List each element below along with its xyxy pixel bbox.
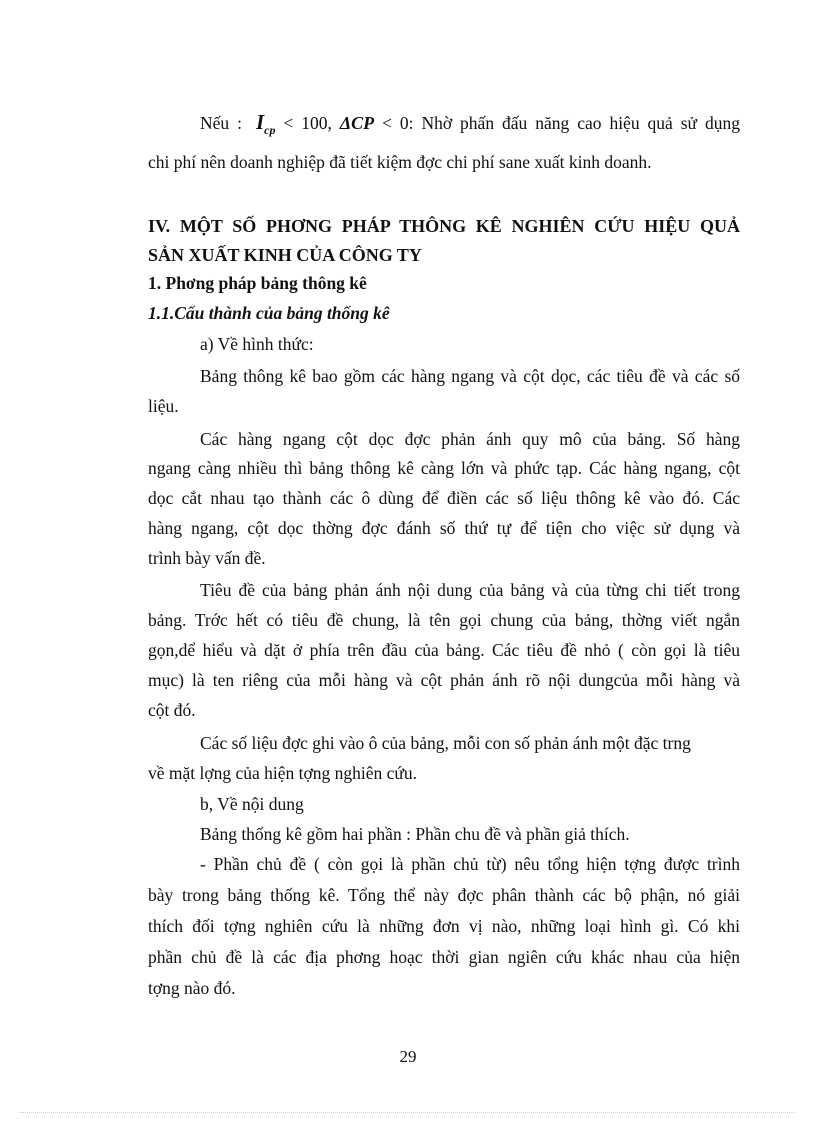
paragraph-6-line-1: - Phần chủ đề ( còn gọi là phần chủ từ) nêu tổng hiện tợng được trình <box>200 854 740 874</box>
paragraph-2-line-2: ngang càng nhiều thì bảng thông kê càng lớn và phức tạp. Các hàng ngang, cột <box>148 458 740 478</box>
formula-sub-cp: cp <box>264 123 276 137</box>
paragraph-6-line-5: tợng nào đó. <box>148 978 236 998</box>
subsubheading: 1.1.Cấu thành của bảng thống kê <box>148 303 390 323</box>
page-number: 29 <box>399 1047 417 1066</box>
paragraph-1-line-2: liệu. <box>148 396 179 416</box>
paragraph-6-line-3: thích đối tợng nghiên cứu là những đơn vị nào, những loại hình gì. Có khi <box>148 916 740 936</box>
formula-prefix: Nếu : <box>200 113 242 133</box>
paragraph-3-line-3: gọn,dể hiểu và dặt ở phía trên đầu của bảng. Các tiêu đề nhỏ ( còn gọi là tiêu <box>148 640 740 660</box>
form-label: a) Về hình thức: <box>200 334 314 354</box>
paragraph-6-line-4: phần chủ đề là các địa phơng hoạc thời gian ngiên cứu khác nhau của hiện <box>148 947 740 967</box>
formula-cond1: < 100, <box>283 113 332 133</box>
paragraph-3-line-5: cột đó. <box>148 700 196 720</box>
content-label: b, Về nội dung <box>200 794 304 814</box>
section-heading-line-1: IV. MỘT SỐ PHƠNG PHÁP THÔNG KÊ NGHIÊN CỨU HIỆU QUẢ <box>148 216 740 236</box>
paragraph-3-line-4: mục) là ten riêng của mỗi hàng và cột phản ánh rõ nội dungcủa mỗi hàng và <box>148 670 740 690</box>
paragraph-3-line-1: Tiêu đề của bảng phản ánh nội dung của bảng và của từng chi tiết trong <box>200 580 740 600</box>
formula-line-2: chi phí nên doanh nghiệp đã tiết kiệm đợc chi phí sane xuất kinh doanh. <box>148 152 652 172</box>
paragraph-2-line-5: trình bày vấn đề. <box>148 548 266 568</box>
paragraph-3-line-2: bảng. Trớc hết có tiêu đề chung, là tên gọi chung của bảng, thờng viết ngắn <box>148 610 740 630</box>
paragraph-2-line-4: hàng ngang, cột dọc thờng đợc đánh số thứ tự để tiện cho việc sử dụng và <box>148 518 740 538</box>
formula-line <box>200 110 740 137</box>
paragraph-6-line-2: bày trong bảng thống kê. Tổng thể này đợc phân thành các bộ phận, nó giải <box>148 885 740 905</box>
subheading: 1. Phơng pháp bảng thông kê <box>148 273 367 293</box>
paragraph-5-line-1: Bảng thống kê gồm hai phần : Phần chu đề và phần giả thích. <box>200 824 630 844</box>
formula-var-delta-cp: ΔCP <box>339 113 375 133</box>
paragraph-2-line-3: dọc cắt nhau tạo thành các ô dùng để điền các số liệu thông kê vào đó. Các <box>148 488 740 508</box>
formula-var-i: I <box>255 110 265 134</box>
section-heading-line-2: SẢN XUẤT KINH CỦA CÔNG TY <box>148 245 422 265</box>
formula-rest: < 0: Nhờ phấn đấu năng cao hiệu quả sử dụng <box>382 113 740 133</box>
page-bottom-divider <box>20 1112 796 1113</box>
paragraph-4-line-1: Các số liệu đợc ghi vào ô của bảng, mỗi con số phản ánh một đặc trng <box>200 733 691 753</box>
paragraph-1-line-1: Bảng thông kê bao gồm các hàng ngang và cột dọc, các tiêu đề và các số <box>200 366 740 386</box>
paragraph-4-line-2: về mặt lợng của hiện tợng nghiên cứu. <box>148 763 418 783</box>
paragraph-2-line-1: Các hàng ngang cột dọc đợc phản ánh quy mô của bảng. Số hàng <box>200 429 740 449</box>
